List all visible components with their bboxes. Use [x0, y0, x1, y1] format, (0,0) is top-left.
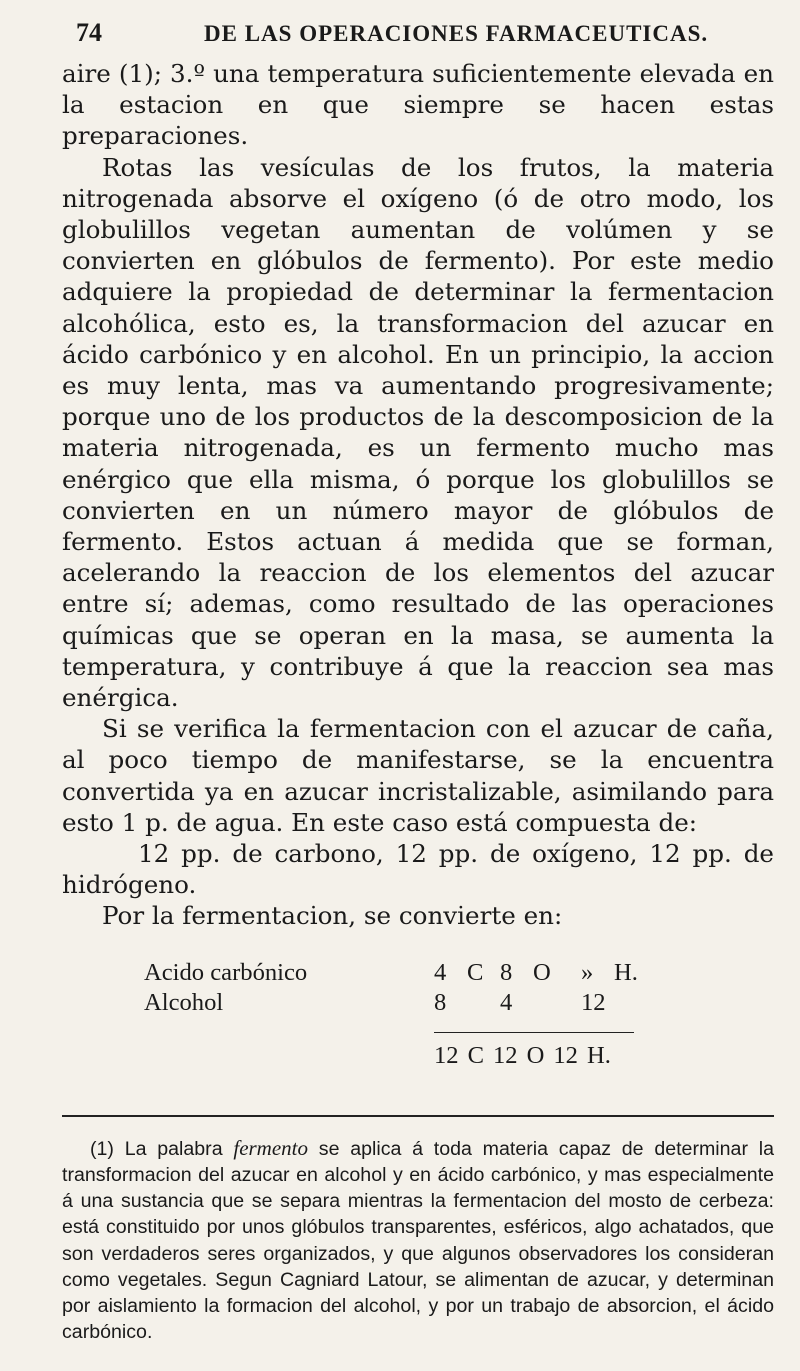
table-cell: 8 — [500, 958, 513, 986]
footnote-rule — [62, 1115, 774, 1117]
footnote-marker: (1) — [90, 1137, 114, 1160]
total-cell: 12 — [553, 1041, 578, 1069]
total-row — [62, 1041, 774, 1071]
row-label: Alcohol — [144, 988, 224, 1016]
table-cell: » — [581, 958, 594, 986]
table-row — [62, 988, 774, 1018]
table-cell: 12 — [581, 988, 606, 1016]
table-cell — [614, 988, 647, 1018]
total-cell: 12 — [434, 1041, 459, 1069]
table-cell: 8 — [434, 988, 447, 1016]
body-text — [62, 58, 774, 932]
table-cell — [467, 988, 500, 1018]
total-cell: H. — [586, 1041, 611, 1069]
page-header — [62, 18, 774, 58]
paragraph: Si se verifica la fermentacion con el azucar de caña, al poco tiempo de manifestarse, se la encuentra convertida ya en azucar incristalizable, asimilando para esto 1 p. de agua. En este caso está compuesta de: — [62, 714, 774, 837]
page-number: 74 — [76, 18, 102, 47]
paragraph: aire (1); 3.º una temperatura suficientemente elevada en la estacion en que siempre se hacen estas preparaciones. — [62, 59, 774, 151]
footnote — [62, 1135, 774, 1346]
formula-table — [62, 958, 774, 1071]
table-cell: O — [533, 958, 551, 986]
sum-rule — [434, 1032, 634, 1033]
footnote-text: se aplica á toda materia capaz de determinar la transformacion del azucar en alcohol y en ácido carbónico, y mas especialmente á una sustancia que se separa mientras la fermentacion del mosto de cerbeza: está constituido por unos glóbulos transparentes, esféricos, algo achatados, que son verdaderos seres organizados, y que algunos observadores los consideran como vegetales. Segun Cagniard Latour, se alimentan de azucar, y determinan por aislamiento la formacion del alcohol, y por un trabajo de absorcion, el ácido carbónico. — [62, 1137, 774, 1344]
footnote-text: La palabra — [124, 1137, 223, 1160]
total-cell: 12 — [493, 1041, 518, 1069]
table-cell: C — [467, 958, 484, 986]
paragraph: Rotas las vesículas de los frutos, la materia nitrogenada absorve el oxígeno (ó de otro modo, los globulillos vegetan aumentan de volúmen y se convierten en glóbulos de fermento). Por este medio adquiere la propiedad de determinar la fermentacion alcohólica, esto es, la transformacion del azucar en ácido carbónico y en alcohol. En un principio, la accion es muy lenta, mas va aumentando progresivamente; porque uno de los productos de la descomposicion de la materia nitrogenada, es un fermento mucho mas enérgico que ella misma, ó porque los globulillos se convierten en un número mayor de glóbulos de fermento. Estos actuan á medida que se forman, acelerando la reaccion de los elementos del azucar entre sí; ademas, como resultado de las operaciones químicas que se operan en la masa, se aumenta la temperatura, y contribuye á que la reaccion sea mas enérgica. — [62, 152, 774, 713]
paragraph: 12 pp. de carbono, 12 pp. de oxígeno, 12 pp. de hidrógeno. — [62, 839, 774, 900]
table-cell: H. — [614, 958, 638, 986]
table-row — [62, 958, 774, 988]
table-cell: 4 — [500, 988, 513, 1016]
running-title: DE LAS OPERACIONES FARMACEUTICAS. — [204, 21, 709, 46]
book-page — [62, 18, 774, 1345]
table-cell — [533, 988, 581, 1018]
paragraph: Por la fermentacion, se convierte en: — [102, 901, 563, 931]
footnote-emphasis: fermento — [233, 1135, 309, 1160]
row-label: Acido carbónico — [144, 958, 308, 986]
table-cell: 4 — [434, 958, 447, 986]
total-cell: O — [526, 1041, 545, 1069]
total-cell: C — [467, 1041, 484, 1069]
